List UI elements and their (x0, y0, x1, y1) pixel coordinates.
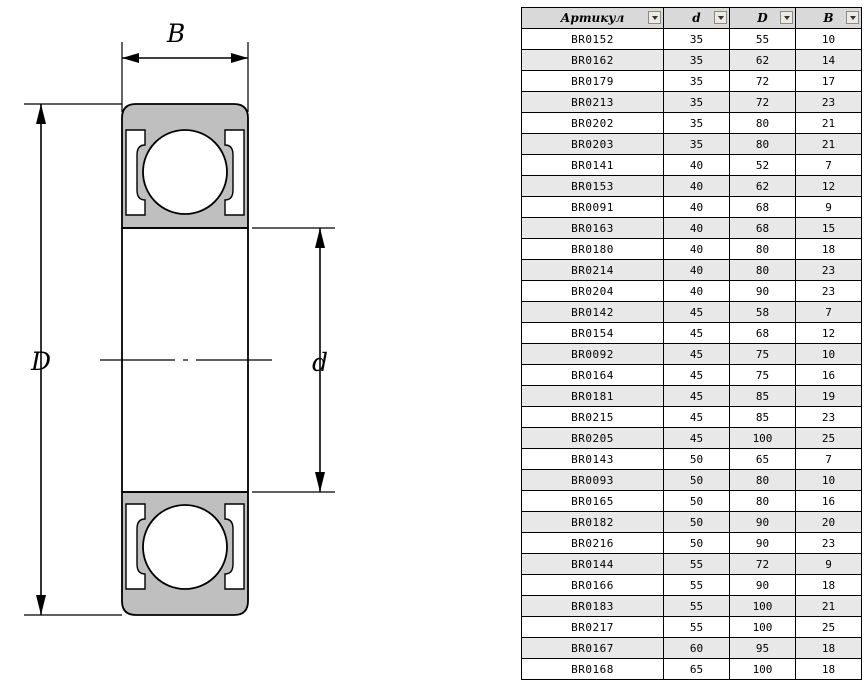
cell-B: 7 (796, 155, 862, 176)
cell-d: 45 (664, 302, 730, 323)
cell-article: BR0203 (522, 134, 664, 155)
table-row[interactable] (522, 113, 862, 134)
cell-article: BR0164 (522, 365, 664, 386)
parts-table (521, 7, 862, 680)
cell-article: BR0205 (522, 428, 664, 449)
table-row[interactable] (522, 344, 862, 365)
cell-d: 50 (664, 533, 730, 554)
cell-article: BR0216 (522, 533, 664, 554)
table-header-row (522, 8, 862, 29)
cell-d: 45 (664, 386, 730, 407)
table-row[interactable] (522, 176, 862, 197)
table-row[interactable] (522, 533, 862, 554)
cell-d: 45 (664, 428, 730, 449)
cell-article: BR0214 (522, 260, 664, 281)
cell-article: BR0167 (522, 638, 664, 659)
cell-article: BR0154 (522, 323, 664, 344)
table-row[interactable] (522, 449, 862, 470)
table-row[interactable] (522, 71, 862, 92)
cell-B: 18 (796, 575, 862, 596)
cell-d: 55 (664, 596, 730, 617)
cell-D: 68 (730, 197, 796, 218)
cell-D: 55 (730, 29, 796, 50)
table-row[interactable] (522, 596, 862, 617)
cell-article: BR0168 (522, 659, 664, 680)
dimension-B (122, 42, 248, 112)
cell-B: 25 (796, 428, 862, 449)
column-header-B-label: B (823, 11, 834, 25)
cell-d: 50 (664, 491, 730, 512)
column-header-article[interactable] (522, 8, 664, 29)
cell-d: 35 (664, 134, 730, 155)
cell-article: BR0163 (522, 218, 664, 239)
column-header-B[interactable] (796, 8, 862, 29)
bearing-bottom-half (122, 492, 248, 615)
cell-d: 35 (664, 50, 730, 71)
cell-D: 52 (730, 155, 796, 176)
cell-article: BR0202 (522, 113, 664, 134)
cell-D: 75 (730, 344, 796, 365)
cell-article: BR0091 (522, 197, 664, 218)
cell-article: BR0144 (522, 554, 664, 575)
cell-article: BR0215 (522, 407, 664, 428)
cell-article: BR0162 (522, 50, 664, 71)
cell-B: 19 (796, 386, 862, 407)
cell-d: 40 (664, 197, 730, 218)
cell-B: 17 (796, 71, 862, 92)
cell-article: BR0141 (522, 155, 664, 176)
cell-article: BR0181 (522, 386, 664, 407)
cell-B: 9 (796, 197, 862, 218)
table-row[interactable] (522, 29, 862, 50)
cell-B: 23 (796, 281, 862, 302)
table-row[interactable] (522, 239, 862, 260)
table-row[interactable] (522, 281, 862, 302)
cell-D: 62 (730, 50, 796, 71)
cell-D: 80 (730, 260, 796, 281)
cell-d: 40 (664, 281, 730, 302)
cell-D: 72 (730, 71, 796, 92)
filter-dropdown-icon[interactable] (846, 11, 859, 24)
cell-D: 80 (730, 113, 796, 134)
column-header-D-label: D (757, 11, 768, 25)
cell-d: 35 (664, 29, 730, 50)
cell-d: 45 (664, 365, 730, 386)
table-row[interactable] (522, 491, 862, 512)
cell-D: 95 (730, 638, 796, 659)
cell-d: 55 (664, 575, 730, 596)
cell-D: 90 (730, 575, 796, 596)
filter-dropdown-icon[interactable] (648, 11, 661, 24)
cell-B: 18 (796, 638, 862, 659)
table-row[interactable] (522, 134, 862, 155)
table-body (522, 29, 862, 680)
cell-D: 80 (730, 134, 796, 155)
cell-B: 20 (796, 512, 862, 533)
cell-D: 90 (730, 512, 796, 533)
cell-d: 40 (664, 239, 730, 260)
cell-d: 50 (664, 512, 730, 533)
table-row[interactable] (522, 386, 862, 407)
cell-d: 60 (664, 638, 730, 659)
column-header-d[interactable] (664, 8, 730, 29)
cell-article: BR0182 (522, 512, 664, 533)
cell-D: 80 (730, 491, 796, 512)
cell-D: 62 (730, 176, 796, 197)
table-row[interactable] (522, 323, 862, 344)
cell-d: 40 (664, 260, 730, 281)
cell-B: 7 (796, 449, 862, 470)
cell-B: 21 (796, 113, 862, 134)
cell-B: 16 (796, 365, 862, 386)
cell-article: BR0213 (522, 92, 664, 113)
cell-D: 68 (730, 218, 796, 239)
column-header-d-label: d (692, 11, 701, 25)
cell-D: 90 (730, 281, 796, 302)
cell-B: 12 (796, 323, 862, 344)
cell-D: 58 (730, 302, 796, 323)
cell-d: 55 (664, 554, 730, 575)
cell-B: 10 (796, 344, 862, 365)
table-row[interactable] (522, 554, 862, 575)
cell-article: BR0142 (522, 302, 664, 323)
table-row[interactable] (522, 155, 862, 176)
cell-D: 100 (730, 596, 796, 617)
table-row[interactable] (522, 197, 862, 218)
cell-B: 10 (796, 29, 862, 50)
table-row[interactable] (522, 302, 862, 323)
cell-B: 25 (796, 617, 862, 638)
cell-B: 21 (796, 596, 862, 617)
cell-d: 40 (664, 155, 730, 176)
table-row[interactable] (522, 428, 862, 449)
cell-B: 21 (796, 134, 862, 155)
cell-d: 45 (664, 407, 730, 428)
table-row[interactable] (522, 365, 862, 386)
cell-article: BR0152 (522, 29, 664, 50)
cell-article: BR0092 (522, 344, 664, 365)
label-B: B (166, 19, 186, 48)
cell-B: 23 (796, 92, 862, 113)
table-row[interactable] (522, 260, 862, 281)
column-header-D[interactable] (730, 8, 796, 29)
table-row[interactable] (522, 617, 862, 638)
cell-article: BR0165 (522, 491, 664, 512)
cell-D: 85 (730, 407, 796, 428)
cell-article: BR0180 (522, 239, 664, 260)
cell-article: BR0204 (522, 281, 664, 302)
cell-article: BR0183 (522, 596, 664, 617)
cell-B: 18 (796, 239, 862, 260)
cell-d: 35 (664, 113, 730, 134)
cell-D: 100 (730, 428, 796, 449)
cell-d: 35 (664, 92, 730, 113)
cell-D: 75 (730, 365, 796, 386)
cell-B: 15 (796, 218, 862, 239)
cell-B: 16 (796, 491, 862, 512)
cell-article: BR0143 (522, 449, 664, 470)
bearing-top-half (122, 104, 248, 228)
table-row[interactable] (522, 659, 862, 680)
filter-dropdown-icon[interactable] (714, 11, 727, 24)
cell-article: BR0093 (522, 470, 664, 491)
column-header-article-label: Артикул (560, 11, 625, 25)
cell-B: 18 (796, 659, 862, 680)
cell-d: 50 (664, 470, 730, 491)
table-row[interactable] (522, 575, 862, 596)
cell-d: 40 (664, 218, 730, 239)
cell-D: 72 (730, 554, 796, 575)
cell-B: 9 (796, 554, 862, 575)
cell-d: 45 (664, 344, 730, 365)
cell-D: 100 (730, 659, 796, 680)
cell-D: 85 (730, 386, 796, 407)
cell-D: 90 (730, 533, 796, 554)
cell-B: 23 (796, 260, 862, 281)
cell-d: 65 (664, 659, 730, 680)
table-row[interactable] (522, 470, 862, 491)
table-row[interactable] (522, 407, 862, 428)
cell-B: 14 (796, 50, 862, 71)
cell-d: 50 (664, 449, 730, 470)
label-D: D (30, 347, 52, 376)
table-row[interactable] (522, 92, 862, 113)
cell-article: BR0153 (522, 176, 664, 197)
cell-D: 68 (730, 323, 796, 344)
table-row[interactable] (522, 638, 862, 659)
cell-B: 23 (796, 533, 862, 554)
parts-table-container (521, 7, 861, 680)
label-d: d (311, 348, 329, 377)
table-row[interactable] (522, 512, 862, 533)
cell-article: BR0166 (522, 575, 664, 596)
cell-d: 35 (664, 71, 730, 92)
cell-D: 72 (730, 92, 796, 113)
filter-dropdown-icon[interactable] (780, 11, 793, 24)
cell-D: 80 (730, 239, 796, 260)
cell-D: 65 (730, 449, 796, 470)
cell-D: 80 (730, 470, 796, 491)
cell-B: 10 (796, 470, 862, 491)
cell-B: 12 (796, 176, 862, 197)
cell-article: BR0217 (522, 617, 664, 638)
cell-d: 55 (664, 617, 730, 638)
table-row[interactable] (522, 50, 862, 71)
cell-B: 7 (796, 302, 862, 323)
cell-article: BR0179 (522, 71, 664, 92)
table-row[interactable] (522, 218, 862, 239)
cell-d: 40 (664, 176, 730, 197)
cell-d: 45 (664, 323, 730, 344)
cell-B: 23 (796, 407, 862, 428)
cell-D: 100 (730, 617, 796, 638)
